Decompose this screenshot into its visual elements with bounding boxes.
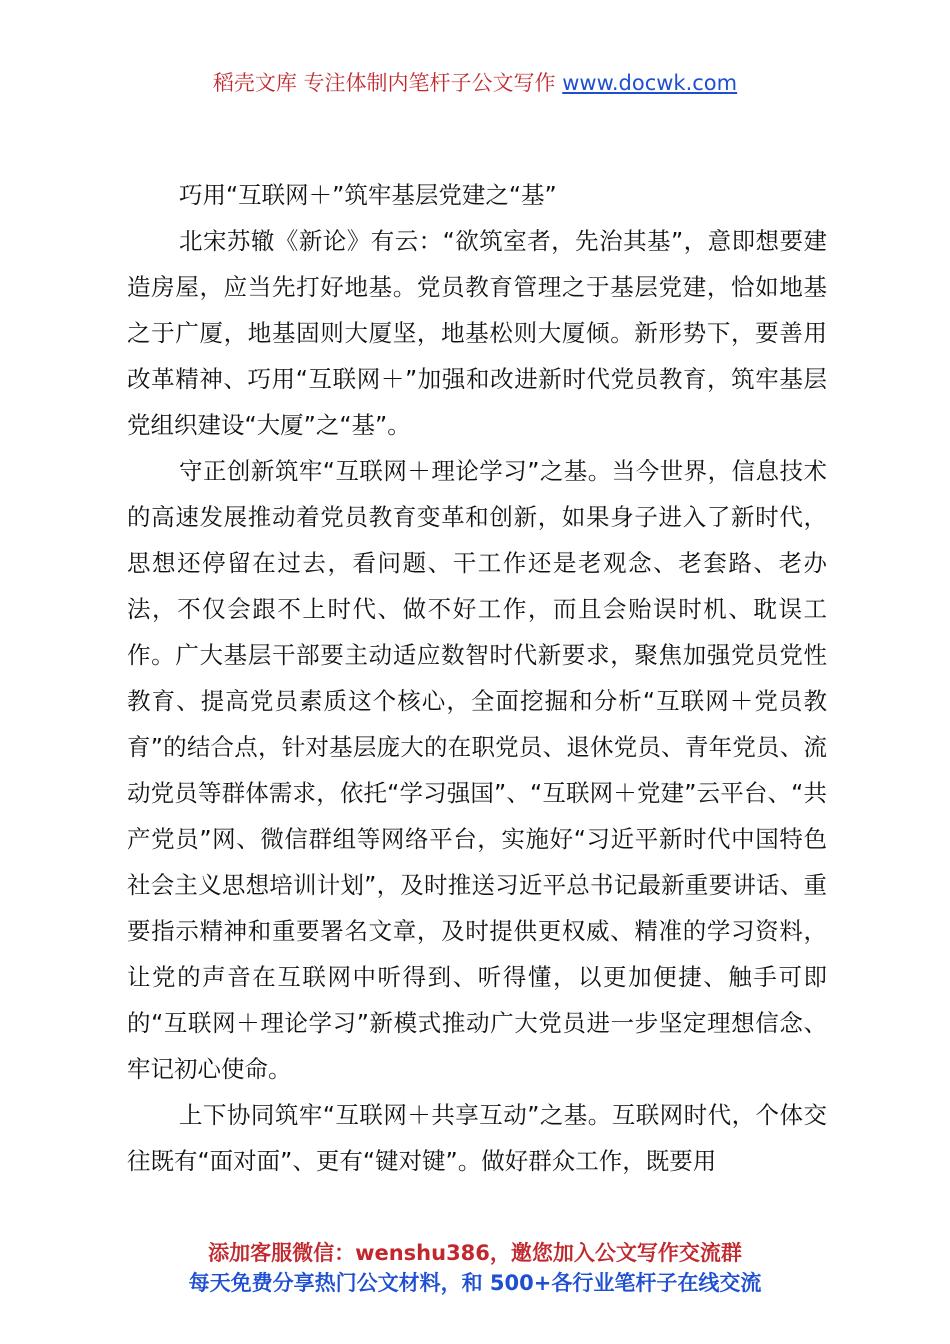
wechat-id: wenshu386 xyxy=(355,1241,490,1265)
footer-contact-prefix: 添加客服微信： xyxy=(208,1241,356,1265)
paragraph-shared-interaction: 上下协同筑牢“互联网＋共享互动”之基。互联网时代，个体交往既有“面对面”、更有“键对键”。做好群众工作，既要用 xyxy=(127,1101,827,1175)
paragraph-theory-study: 守正创新筑牢“互联网＋理论学习”之基。当今世界，信息技术的高速发展推动着党员教育变革和创新，如果身子进入了新时代，思想还停留在过去，看问题、干工作还是老观念、老套路、老办法，不仅会跟不上时代、做不好工作，而且会贻误时机、耽误工作。广大基层干部要主动适应数智时代新要求，聚焦加强党员党性教育、提高党员素质这个核心，全面挖掘和分析“互联网＋党员教育”的结合点，针对基层庞大的在职党员、退休党员、青年党员、流动党员等群体需求，依托“学习强国”、“互联网＋党建”云平台、“共产党员”网、微信群组等网络平台，实施好“习近平新时代中国特色社会主义思想培训计划”，及时推送习近平总书记最新重要讲话、重要指示精神和重要署名文章，及时提供更权威、精准的学习资料，让党的声音在互联网中听得到、听得懂，以更加便捷、触手可即的“互联网＋理论学习”新模式推动广大党员进一步坚定理想信念、牢记初心使命。 xyxy=(127,457,827,1083)
brand-text: 稻壳文库 专注体制内笔杆子公文写作 xyxy=(212,71,556,95)
article-body xyxy=(127,172,827,1184)
website-link[interactable]: www.docwk.com xyxy=(562,71,738,95)
footer-contact-suffix: ，邀您加入公文写作交流群 xyxy=(489,1241,742,1265)
paragraph-intro: 北宋苏辙《新论》有云：“欲筑室者，先治其基”，意即想要建造房屋，应当先打好地基。党员教育管理之于基层党建，恰如地基之于广厦，地基固则大厦坚，地基松则大厦倾。新形势下，要善用改革精神、巧用“互联网＋”加强和改进新时代党员教育，筑牢基层党组织建设“大厦”之“基”。 xyxy=(127,227,827,439)
article-title: 巧用“互联网＋”筑牢基层党建之“基” xyxy=(179,181,557,209)
footer-promo-line: 每天免费分享热门公文材料，和 500+各行业笔杆子在线交流 xyxy=(188,1271,762,1295)
footer-contact-line xyxy=(0,1238,950,1268)
page-header xyxy=(0,68,950,98)
page-footer xyxy=(0,1238,950,1298)
